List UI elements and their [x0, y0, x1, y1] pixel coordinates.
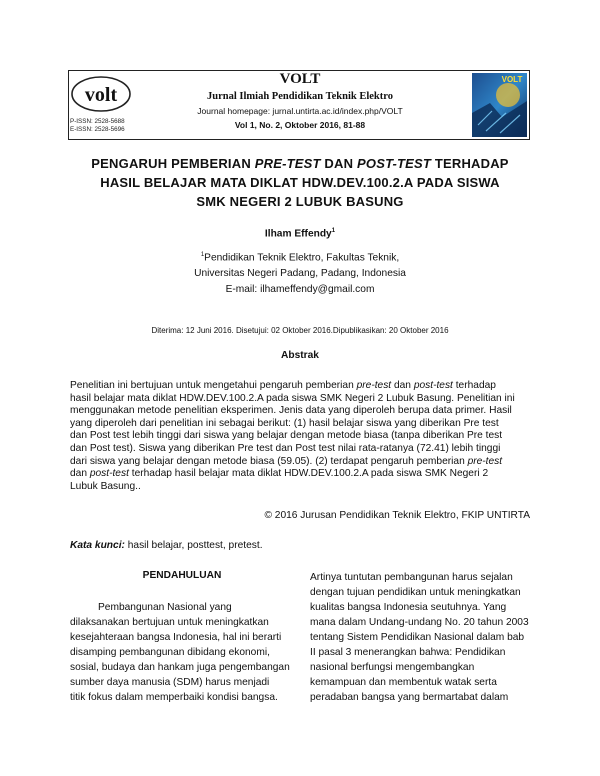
- abstract-line: menggunakan metode penelitian eksperimen. Jenis data yang diperoleh berupa data primer. Hasil: [70, 405, 512, 417]
- abstract-line: yang diperoleh dari penelitian ini sebagai berikut: (1) hasil belajar siswa yang diberikan Pre test: [70, 417, 499, 429]
- intro-left-line: Pembangunan Nasional yang: [98, 602, 232, 613]
- author-name: Ilham Effendy$^1$: [264, 228, 336, 240]
- journal-homepage: Journal homepage: jurnal.untirta.ac.id/index.php/VOLT: [197, 106, 403, 116]
- keywords-label: Kata kunci:: [70, 540, 125, 551]
- abstract-line: dan Post test lebih tinggi dari siswa yang belajar dengan metode biasa (tanpa diberikan Pre test: [70, 430, 503, 442]
- article-title-line-1: PENGARUH PEMBERIAN PRE-TEST DAN POST-TEST TERHADAP: [91, 156, 509, 171]
- intro-left-line: dilaksanakan bertujuan untuk meningkatkan: [70, 617, 269, 628]
- article-title-line-3: SMK NEGERI 2 LUBUK BASUNG: [196, 194, 404, 209]
- intro-right-column: [310, 570, 532, 705]
- abstract-line: Lubuk Basung..: [70, 480, 141, 492]
- article-dates: Diterima: 12 Juni 2016. Disetujui: 02 Oktober 2016.Dipublikasikan: 20 Oktober 2016: [151, 326, 449, 335]
- intro-right-line: dengan tujuan pendidikan untuk meningkatkan: [310, 587, 521, 598]
- abstract-line: dan Post test). Siswa yang diberikan Pre test dan Post test nilai rata-ratanya (72.41) lebih tinggi: [70, 442, 501, 454]
- journal-full-name: Jurnal Ilmiah Pendidikan Teknik Elektro: [207, 91, 393, 102]
- intro-right-line: peradaban bangsa yang bermartabat dalam: [310, 692, 509, 703]
- intro-right-line: mana dalam Undang-undang No. 20 tahun 2003: [310, 617, 529, 628]
- copyright-line: © 2016 Jurusan Pendidikan Teknik Elektro, FKIP UNTIRTA: [264, 510, 530, 521]
- intro-right-line: nasional berfungsi mengembangkan: [310, 662, 475, 673]
- intro-left-line: titik fokus dalam memperbaiki kondisi bangsa.: [70, 692, 278, 703]
- intro-right-line: kualitas bangsa Indonesia seutuhnya. Yang: [310, 602, 507, 613]
- intro-right-line: Artinya tuntutan pembangunan harus sejalan: [310, 572, 513, 583]
- intro-right-line: II pasal 3 menerangkan bahwa: Pendidikan: [310, 647, 506, 658]
- abstract-line: dan post-test terhadap hasil belajar mata diklat HDW.DEV.100.2.A pada siswa SMK Negeri 2: [70, 468, 489, 480]
- article-title-line-2: HASIL BELAJAR MATA DIKLAT HDW.DEV.100.2.A PADA SISWA: [100, 175, 500, 190]
- keywords-text: hasil belajar, posttest, pretest.: [124, 540, 263, 551]
- abstract-body: [70, 380, 532, 493]
- keywords: [70, 540, 263, 553]
- logo-text: volt: [84, 84, 118, 106]
- pissn: P-ISSN: 2528-5688: [70, 118, 125, 125]
- author-email: E-mail: ilhameffendy@gmail.com: [225, 284, 375, 295]
- eissn: E-ISSN: 2528-5696: [70, 125, 125, 133]
- cover-label: VOLT: [501, 75, 523, 84]
- affiliation-line-1: $^1$Pendidikan Teknik Elektro, Fakultas Teknik,: [200, 252, 400, 264]
- intro-left-line: disamping pembangunan dibidang ekonomi,: [70, 647, 270, 658]
- abstract-heading: Abstrak: [281, 350, 319, 361]
- intro-left-line: sosial, budaya dan hankam juga pengembangan: [70, 662, 290, 673]
- affiliation-line-2: Universitas Negeri Padang, Padang, Indonesia: [194, 268, 406, 279]
- intro-right-line: kemampuan dan membentuk watak serta: [310, 677, 497, 688]
- section-heading-pendahuluan: PENDAHULUAN: [142, 570, 222, 581]
- intro-left-column: [70, 600, 294, 705]
- journal-cover-image: [472, 73, 527, 137]
- intro-left-line: sumber daya manusia (SDM) harus menjadi: [70, 677, 270, 688]
- intro-right-line: tentang Sistem Pendidikan Nasional dalam bab: [310, 632, 525, 643]
- abstract-line: hasil belajar mata diklat HDW.DEV.100.2.A pada siswa SMK Negeri 2 Lubuk Basung. Penelitian ini: [70, 392, 515, 404]
- intro-left-line: kesejahteraan bangsa Indonesia, hal ini berarti: [70, 632, 282, 643]
- abstract-line: Penelitian ini bertujuan untuk mengetahui pengaruh pemberian pre-test dan post-test terhadap: [70, 380, 496, 391]
- journal-name: VOLT: [279, 71, 321, 87]
- abstract-line: dari siswa yang belajar dengan metode biasa (59.05). (2) terdapat pengaruh pemberian pre-test: [70, 455, 503, 467]
- volume-info: Vol 1, No. 2, Oktober 2016, 81-88: [234, 120, 366, 130]
